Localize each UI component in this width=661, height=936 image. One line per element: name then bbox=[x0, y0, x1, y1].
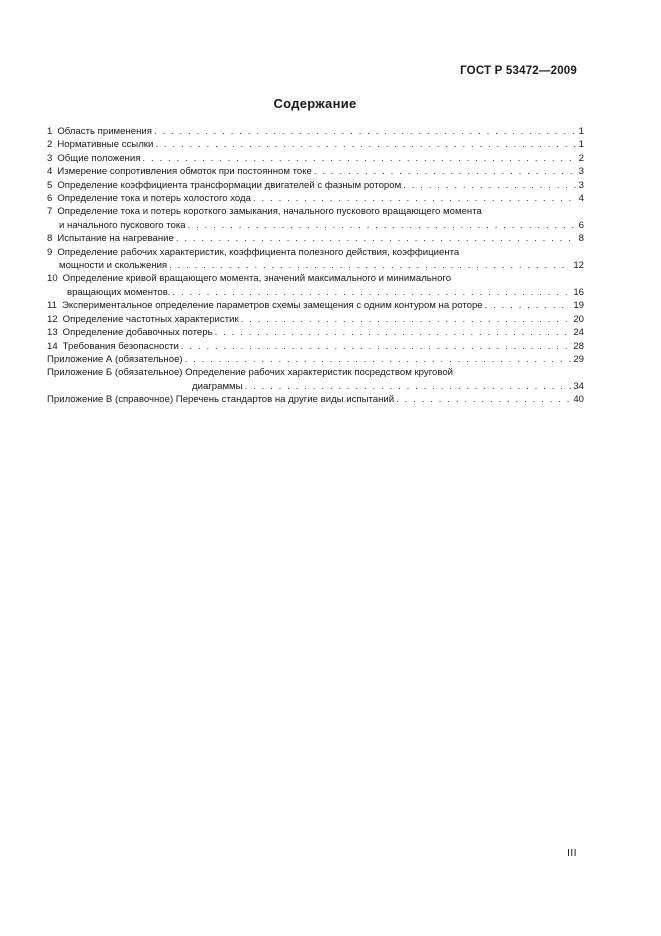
toc-entry-page: 19 bbox=[573, 300, 584, 312]
toc-entry-title: диаграммы bbox=[192, 380, 243, 392]
toc-entry-title: Определение коэффициента трансформации двигателей с фазным ротором bbox=[57, 179, 402, 191]
toc-entry-number: 5 bbox=[47, 179, 53, 191]
toc-entry-number: 1 bbox=[47, 126, 53, 137]
toc-entry[interactable] bbox=[47, 165, 584, 178]
dot-leader bbox=[245, 380, 572, 393]
toc-entry-number: 9 bbox=[47, 246, 53, 258]
dot-leader bbox=[154, 125, 577, 138]
toc-entry-title: мощности и скольжения bbox=[59, 260, 168, 272]
toc-entry-number: 2 bbox=[47, 139, 53, 151]
toc-entry[interactable] bbox=[47, 179, 584, 192]
toc-entry[interactable] bbox=[47, 246, 584, 273]
document-code: ГОСТ Р 53472—2009 bbox=[460, 65, 577, 77]
dot-leader bbox=[215, 326, 572, 339]
toc-entry-page: 3 bbox=[578, 179, 584, 191]
toc-entry-page: 2 bbox=[578, 152, 584, 164]
toc-entry-number: 7 bbox=[47, 206, 53, 218]
toc-entry-page: 29 bbox=[573, 353, 584, 365]
dot-leader bbox=[403, 179, 576, 192]
toc-entry-title: Приложение В (справочное) Перечень стандартов на другие виды испытаний bbox=[47, 394, 395, 406]
toc-entry-title: Определение частотных характеристик bbox=[62, 313, 239, 325]
toc-entry-number: 4 bbox=[47, 166, 53, 178]
toc-entry-number: 8 bbox=[47, 233, 53, 245]
toc-entry[interactable] bbox=[47, 232, 584, 245]
toc-entry-page: 8 bbox=[578, 233, 584, 245]
dot-leader bbox=[253, 192, 577, 205]
toc-entry-page: 34 bbox=[573, 380, 584, 392]
toc-entry-page: 1 bbox=[578, 139, 584, 151]
toc-entry-title: Приложение А (обязательное) bbox=[47, 353, 183, 365]
page-number: III bbox=[567, 848, 577, 859]
toc-entry[interactable] bbox=[47, 152, 584, 165]
toc-entry-number: 14 bbox=[47, 340, 58, 352]
toc-entry-title: Испытание на нагревание bbox=[57, 233, 174, 245]
toc-entry-page: 12 bbox=[573, 260, 584, 272]
toc-entry-title: Экспериментальное определение параметров схемы замещения с одним контуром на роторе bbox=[61, 300, 483, 312]
toc-entry-title: Определение кривой вращающего момента, значений максимального и минимального bbox=[62, 273, 452, 285]
toc-entry-number: 6 bbox=[47, 193, 53, 205]
toc-entry-title: вращающих моментов. bbox=[67, 286, 171, 298]
toc-entry-page: 4 bbox=[578, 193, 584, 205]
toc-entry-title: Требования безопасности bbox=[62, 340, 179, 352]
toc-entry-number: 10 bbox=[47, 273, 58, 285]
dot-leader bbox=[181, 340, 571, 353]
toc-entry-title: Определение добавочных потерь bbox=[62, 327, 213, 339]
toc-entry[interactable] bbox=[47, 366, 584, 393]
toc-entry[interactable] bbox=[47, 299, 584, 312]
table-of-contents bbox=[47, 125, 584, 407]
toc-entry[interactable] bbox=[47, 326, 584, 339]
toc-entry[interactable] bbox=[47, 393, 584, 406]
toc-entry-title: Определение тока и потерь холостого хода bbox=[57, 193, 251, 205]
toc-entry-page: 6 bbox=[578, 219, 584, 231]
toc-entry-title: Определение рабочих характеристик, коэффициента полезного действия, коэффициента bbox=[57, 246, 460, 258]
toc-entry-number: 3 bbox=[47, 152, 53, 164]
dot-leader bbox=[185, 353, 572, 366]
toc-entry-page: 40 bbox=[573, 394, 584, 406]
dot-leader bbox=[188, 219, 577, 232]
dot-leader bbox=[396, 393, 571, 406]
toc-entry-page: 20 bbox=[573, 313, 584, 325]
toc-entry-title: Нормативные ссылки bbox=[57, 139, 154, 151]
toc-entry-page: 24 bbox=[573, 327, 584, 339]
toc-entry[interactable] bbox=[47, 353, 584, 366]
dot-leader bbox=[142, 152, 576, 165]
toc-entry[interactable] bbox=[47, 205, 584, 232]
toc-entry[interactable] bbox=[47, 313, 584, 326]
toc-entry[interactable] bbox=[47, 192, 584, 205]
dot-leader bbox=[169, 259, 571, 272]
dot-leader bbox=[241, 313, 572, 326]
toc-entry-number: 13 bbox=[47, 327, 58, 339]
toc-entry-number: 12 bbox=[47, 313, 58, 325]
toc-entry-title: и начального пускового тока bbox=[59, 219, 186, 231]
toc-title: Содержание bbox=[273, 96, 357, 111]
toc-entry-number: 11 bbox=[47, 300, 57, 312]
toc-entry-page: 16 bbox=[573, 286, 584, 298]
toc-entry-title: Измерение сопротивления обмоток при постоянном токе bbox=[57, 166, 312, 178]
dot-leader bbox=[176, 232, 577, 245]
toc-entry-page: 28 bbox=[573, 340, 584, 352]
toc-entry[interactable] bbox=[47, 138, 584, 151]
dot-leader bbox=[155, 138, 576, 151]
toc-entry-title: Определение тока и потерь короткого замыкания, начального пускового вращающего момента bbox=[57, 206, 482, 218]
toc-entry-title: Приложение Б (обязательное) Определение рабочих характеристик посредством круговой bbox=[47, 367, 454, 379]
toc-entry-page: 3 bbox=[578, 166, 584, 178]
toc-entry-title: Общие положения bbox=[57, 152, 141, 164]
dot-leader bbox=[485, 299, 572, 312]
toc-entry-page: 1 bbox=[578, 126, 584, 137]
toc-entry-title: Область применения bbox=[57, 126, 152, 137]
dot-leader bbox=[172, 286, 571, 299]
dot-leader bbox=[314, 165, 577, 178]
toc-entry[interactable] bbox=[47, 272, 584, 299]
toc-entry[interactable] bbox=[47, 340, 584, 353]
toc-entry[interactable] bbox=[47, 125, 584, 138]
